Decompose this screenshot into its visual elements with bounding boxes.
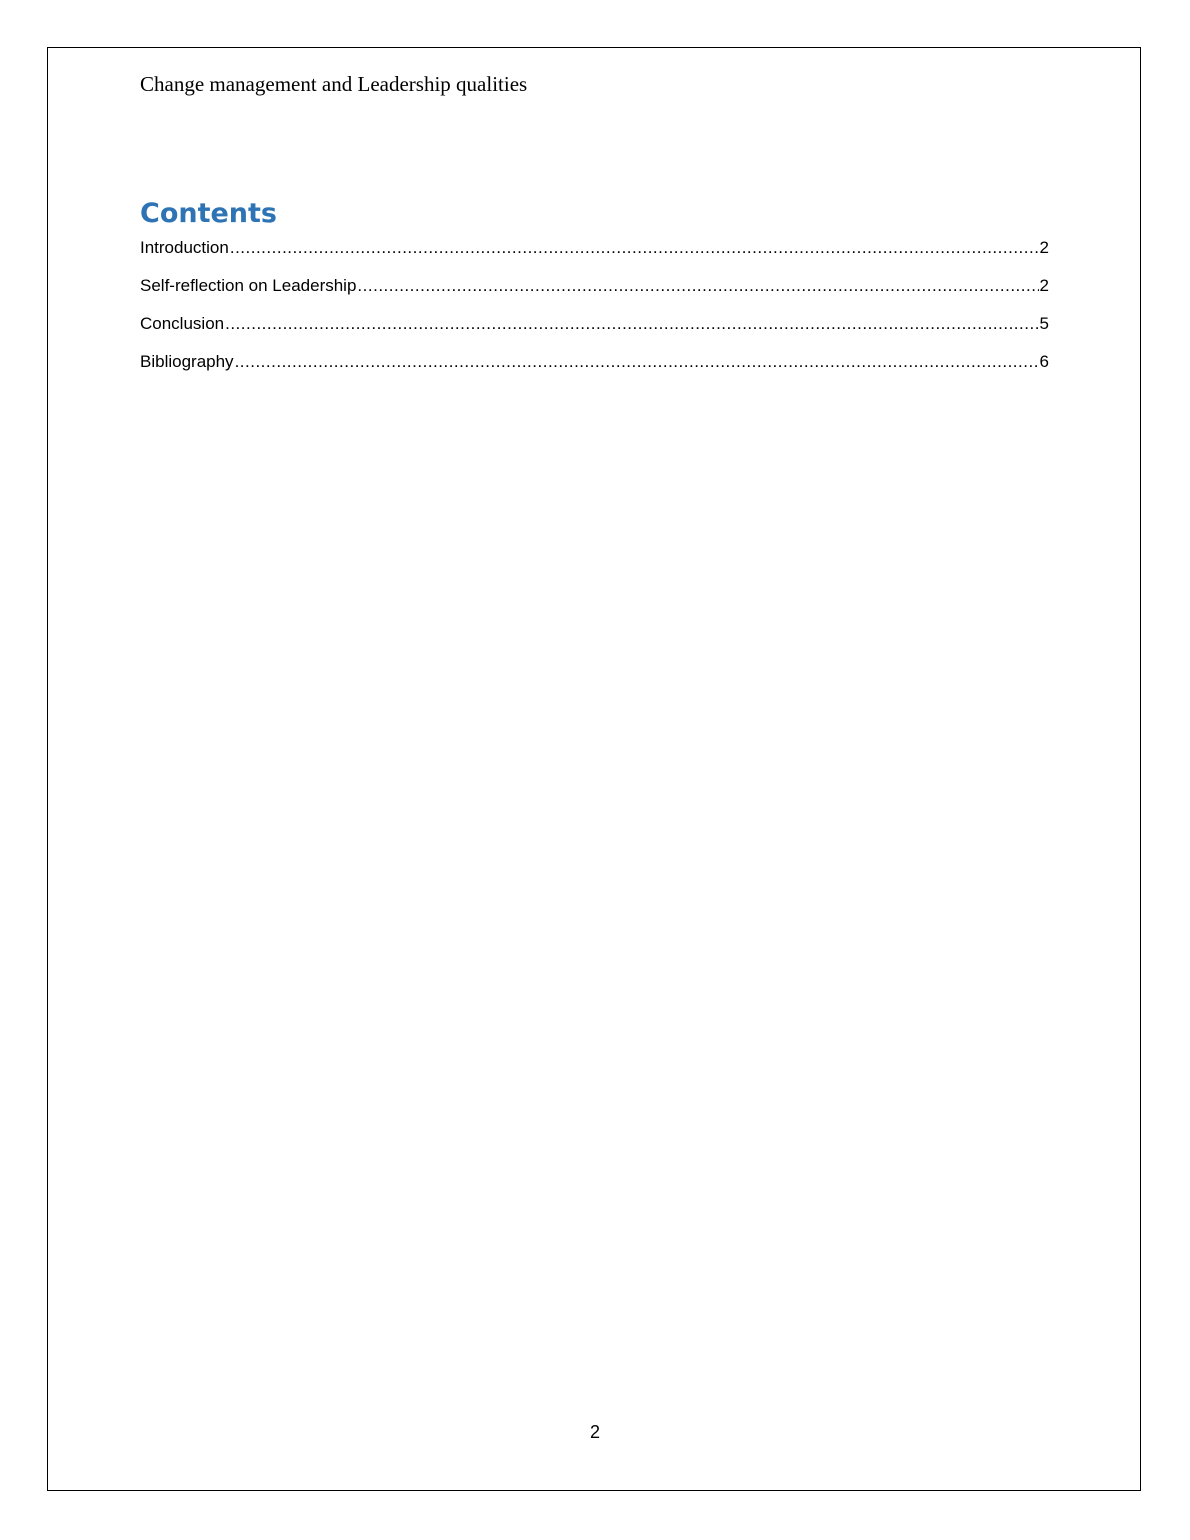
toc-dot-leader — [225, 312, 1038, 336]
toc-entry-label: Conclusion — [140, 314, 225, 333]
toc-entry-label: Bibliography — [140, 352, 234, 371]
toc-heading: Contents — [140, 198, 278, 229]
toc-entry-label: Self-reflection on Leadership — [140, 276, 357, 295]
document-header-title: Change management and Leadership qualities — [140, 72, 528, 96]
toc-entry-page: 2 — [1039, 238, 1049, 257]
toc-entry-conclusion[interactable] — [140, 312, 1049, 350]
toc-entry-label: Introduction — [140, 238, 229, 257]
toc-entry-page: 6 — [1039, 352, 1049, 371]
toc-entry-page: 5 — [1039, 314, 1049, 333]
toc-entry-bibliography[interactable] — [140, 350, 1049, 388]
toc-entry-introduction[interactable] — [140, 236, 1049, 274]
page-number: 2 — [589, 1422, 600, 1442]
toc-dot-leader — [357, 274, 1038, 298]
toc-dot-leader — [230, 236, 1039, 260]
toc-entry-page: 2 — [1039, 276, 1049, 295]
table-of-contents — [140, 236, 1049, 388]
toc-entry-self-reflection[interactable] — [140, 274, 1049, 312]
toc-dot-leader — [235, 350, 1039, 374]
